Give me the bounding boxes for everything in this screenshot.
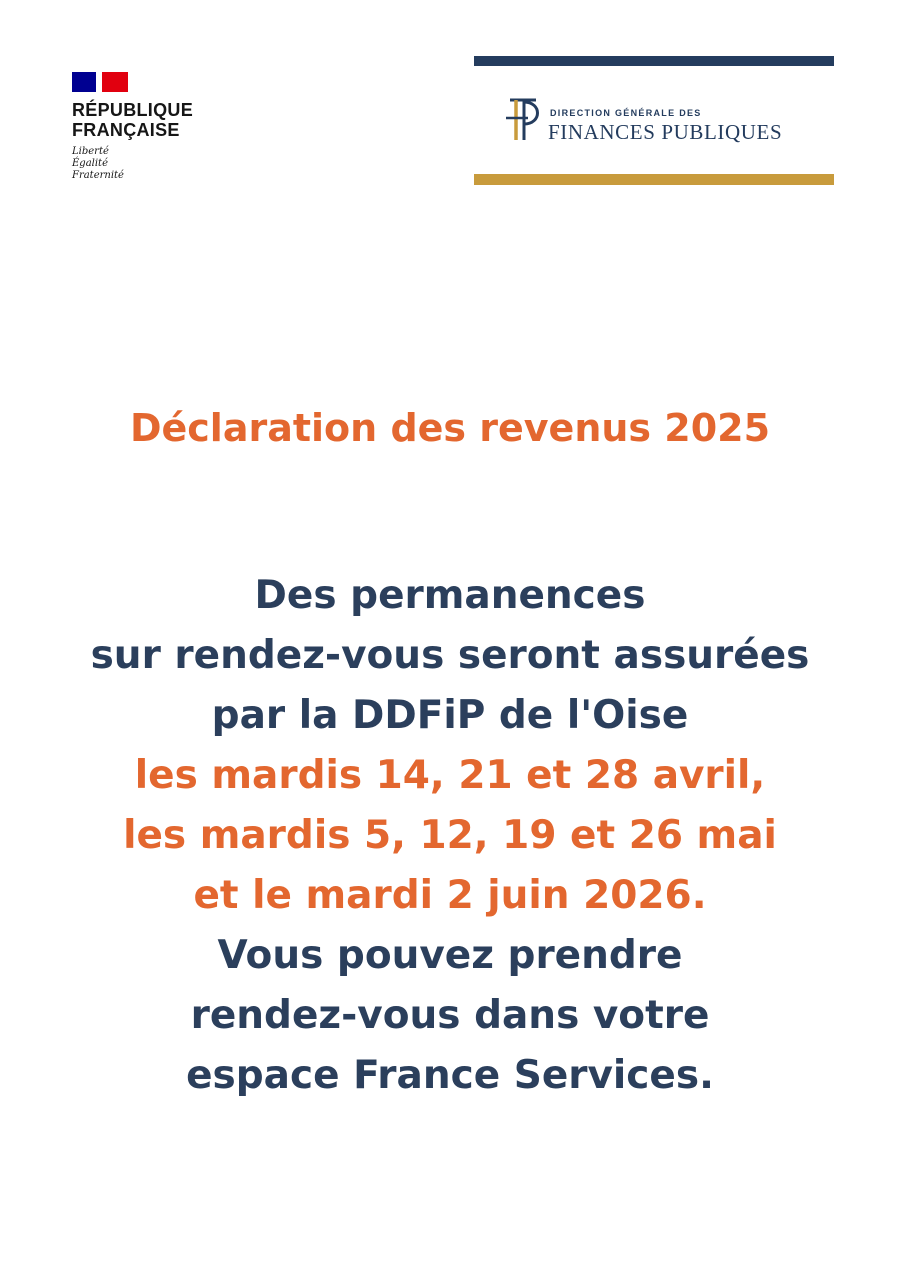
dgfip-logo xyxy=(474,56,834,188)
republique-francaise-logo xyxy=(72,72,252,182)
body-line: rendez-vous dans votre xyxy=(190,993,710,1038)
dgfip-big-text: FINANCES PUBLIQUES xyxy=(548,120,783,144)
dgfip-small-text: DIRECTION GÉNÉRALE DES xyxy=(550,108,702,118)
motto-fraternite: Fraternité xyxy=(72,170,124,181)
body-line: espace France Services. xyxy=(186,1053,714,1098)
body-line: sur rendez-vous seront assurées xyxy=(90,633,810,678)
body-line: par la DDFiP de l'Oise xyxy=(211,693,689,738)
page-title: Déclaration des revenus 2025 xyxy=(129,406,771,450)
dgfip-bottom-bar xyxy=(474,174,834,185)
body-line-date: les mardis 5, 12, 19 et 26 mai xyxy=(123,813,777,858)
republique-name xyxy=(72,100,252,140)
marianne-flag-icon xyxy=(72,72,128,92)
motto-liberte: Liberté xyxy=(72,146,109,157)
republique-name-line1: RÉPUBLIQUE xyxy=(72,100,194,120)
dgfip-top-bar xyxy=(474,56,834,66)
body-line: Des permanences xyxy=(254,573,646,618)
body-line: Vous pouvez prendre xyxy=(217,933,683,978)
body-line-date: les mardis 14, 21 et 28 avril, xyxy=(134,753,766,798)
republique-name-line2: FRANÇAISE xyxy=(72,120,180,140)
republique-motto xyxy=(72,146,252,182)
announcement-body xyxy=(0,566,900,1106)
fp-monogram-icon xyxy=(502,94,542,144)
body-line-date: et le mardi 2 juin 2026. xyxy=(193,873,707,918)
motto-egalite: Égalité xyxy=(72,158,108,169)
